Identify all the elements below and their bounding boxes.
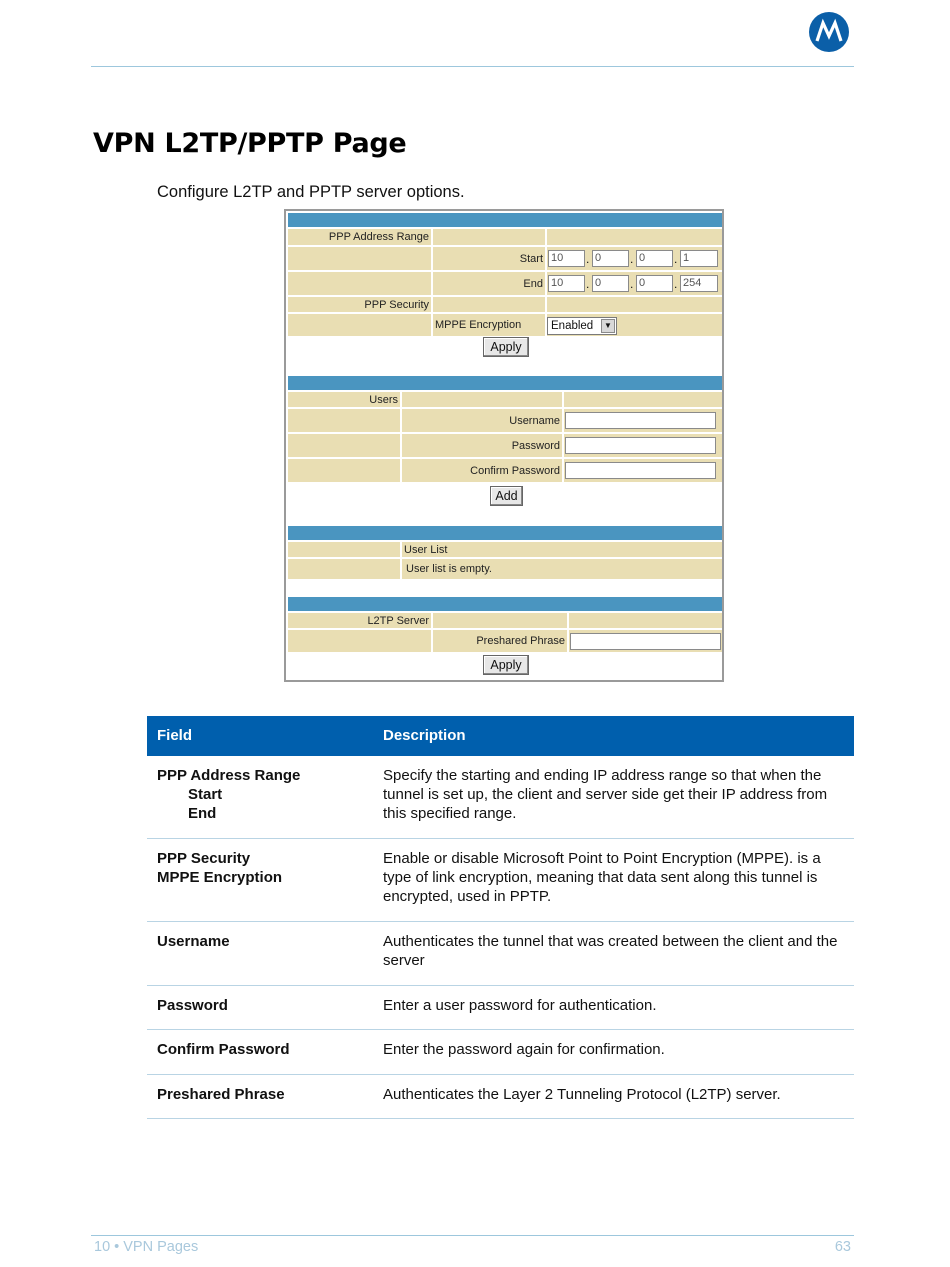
table-row bbox=[147, 1075, 854, 1119]
password-label: Password bbox=[511, 439, 560, 452]
field-header: Field bbox=[157, 727, 193, 744]
start-octet-1[interactable]: 10 bbox=[548, 250, 585, 267]
mppe-select[interactable] bbox=[547, 317, 617, 335]
section-header-bar bbox=[288, 213, 722, 227]
field-cell: Password bbox=[157, 997, 228, 1014]
field-cell: Username bbox=[157, 933, 230, 950]
header-rule bbox=[91, 66, 854, 67]
user-list-empty: User list is empty. bbox=[406, 563, 492, 575]
users-label: Users bbox=[369, 393, 398, 406]
table-row bbox=[147, 1030, 854, 1075]
page-number: 63 bbox=[834, 1239, 851, 1255]
field-cell: PPP Address Range Start End bbox=[157, 767, 301, 822]
end-octet-4[interactable]: 254 bbox=[680, 275, 718, 292]
section-header-bar bbox=[288, 597, 722, 611]
motorola-logo-icon bbox=[809, 12, 849, 52]
ppp-start-row: Start 10 . 0 . 0 . 1 bbox=[288, 247, 722, 270]
l2tp-server-row bbox=[288, 613, 722, 628]
user-list-label: User List bbox=[404, 543, 448, 556]
start-octet-2[interactable]: 0 bbox=[592, 250, 629, 267]
l2tp-server-label: L2TP Server bbox=[367, 614, 429, 627]
end-label: End bbox=[523, 277, 543, 290]
field-cell: Preshared Phrase bbox=[157, 1086, 285, 1103]
password-input[interactable] bbox=[565, 437, 716, 454]
preshared-phrase-label: Preshared Phrase bbox=[476, 635, 565, 647]
mppe-row bbox=[288, 314, 722, 336]
end-octet-2[interactable]: 0 bbox=[592, 275, 629, 292]
user-list-empty-row bbox=[288, 559, 722, 579]
ppp-range-label: PPP Address Range bbox=[328, 231, 429, 243]
description-cell: Enable or disable Microsoft Point to Point Encryption (MPPE). is a type of link encryption, meaning that data sent along this tunnel is encrypted, used in PPTP. bbox=[383, 850, 821, 905]
section-header-bar bbox=[288, 376, 722, 390]
table-header bbox=[147, 716, 854, 756]
username-label: Username bbox=[509, 414, 560, 427]
start-octet-3[interactable]: 0 bbox=[636, 250, 673, 267]
page-title: VPN L2TP/PPTP Page bbox=[93, 128, 407, 159]
field-description-table bbox=[147, 716, 854, 1119]
preshared-phrase-row bbox=[288, 630, 722, 652]
start-octet-4[interactable]: 1 bbox=[680, 250, 718, 267]
users-row bbox=[288, 392, 722, 407]
table-row bbox=[147, 839, 854, 922]
footer-rule bbox=[91, 1235, 854, 1236]
end-octet-3[interactable]: 0 bbox=[636, 275, 673, 292]
username-input[interactable] bbox=[565, 412, 716, 429]
start-label: Start bbox=[519, 252, 543, 265]
table-row bbox=[147, 756, 854, 839]
username-row bbox=[288, 409, 722, 432]
confirm-password-label: Confirm Password bbox=[470, 464, 560, 477]
config-screenshot bbox=[284, 209, 724, 682]
table-row bbox=[147, 986, 854, 1030]
description-cell: Specify the starting and ending IP address range so that when the tunnel is set up, the client and server side get their IP address from this specified range. bbox=[383, 767, 828, 822]
field-cell: PPP Security MPPE Encryption bbox=[157, 850, 283, 886]
ppp-end-row: End 10 . 0 . 0 . 254 bbox=[288, 272, 722, 295]
footer-section: 10 • VPN Pages bbox=[94, 1239, 199, 1255]
password-row bbox=[288, 434, 722, 457]
table-row bbox=[147, 922, 854, 986]
mppe-select-value: Enabled bbox=[551, 320, 594, 332]
ppp-security-row bbox=[288, 297, 722, 312]
ppp-security-label: PPP Security bbox=[364, 298, 429, 311]
description-header: Description bbox=[383, 727, 466, 744]
add-user-button[interactable]: Add bbox=[490, 486, 523, 506]
description-cell: Authenticates the Layer 2 Tunneling Protocol (L2TP) server. bbox=[383, 1086, 781, 1103]
l2tp-apply-button[interactable]: Apply bbox=[483, 655, 529, 675]
confirm-password-row bbox=[288, 459, 722, 482]
user-list-row bbox=[288, 542, 722, 557]
end-octet-1[interactable]: 10 bbox=[548, 275, 585, 292]
confirm-password-input[interactable] bbox=[565, 462, 716, 479]
description-cell: Enter the password again for confirmation. bbox=[383, 1041, 665, 1058]
description-cell: Enter a user password for authentication. bbox=[383, 997, 657, 1014]
chevron-down-icon: ▼ bbox=[601, 319, 615, 333]
page-intro: Configure L2TP and PPTP server options. bbox=[157, 183, 465, 201]
ppp-apply-button[interactable]: Apply bbox=[483, 337, 529, 357]
ppp-range-row bbox=[288, 229, 722, 245]
preshared-phrase-input[interactable] bbox=[570, 633, 721, 650]
description-cell: Authenticates the tunnel that was created between the client and the server bbox=[383, 933, 838, 969]
mppe-label: MPPE Encryption bbox=[435, 319, 522, 331]
field-cell: Confirm Password bbox=[157, 1041, 290, 1058]
section-header-bar bbox=[288, 526, 722, 540]
